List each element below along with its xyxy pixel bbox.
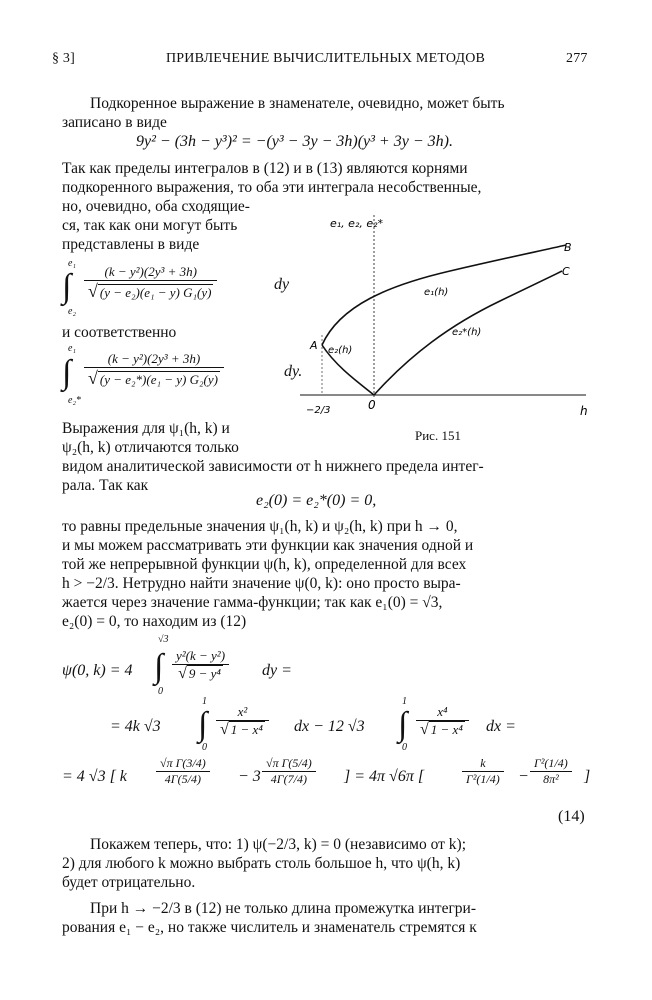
text-line: будет отрицательно.	[62, 874, 196, 891]
denominator: 8π²	[543, 772, 559, 786]
text-line: ψ₂(h, k) отличаются только	[62, 439, 239, 456]
psi-line-1	[62, 634, 562, 702]
denominator: 4Γ(7/4)	[270, 772, 307, 786]
point-c-label: C	[562, 265, 570, 278]
upper-limit: e₁	[68, 343, 76, 354]
text-line: рования e₁ − e₂, но также числитель и знаменатель стремятся к	[62, 919, 477, 936]
numerator: Γ²(1/4)	[530, 756, 572, 772]
differential: dy.	[284, 363, 303, 380]
lower-limit: e₂*	[68, 395, 81, 406]
text-line: видом аналитической зависимости от h нижнего предела интег-	[62, 458, 484, 475]
lhs: ψ(0, k) = 4	[62, 662, 133, 679]
e1-label: e₁(h)	[424, 287, 449, 298]
numerator: (k − y²)(2y³ + 3h)	[84, 351, 224, 368]
numerator: √π Γ(3/4)	[156, 756, 210, 772]
fraction-1	[156, 756, 210, 787]
denominator: Γ²(1/4)	[466, 772, 500, 786]
text-line: h > −2/3. Нетрудно найти значение ψ(0, k): оно просто выра-	[62, 575, 461, 592]
denominator: 1 − x⁴	[230, 722, 263, 737]
h-label: h	[580, 404, 588, 418]
e2-star-label: e₂*(h)	[452, 327, 482, 338]
fraction-2	[262, 756, 316, 787]
integral-sign: ∫	[398, 706, 408, 743]
integral-sign: ∫	[198, 706, 208, 743]
denominator: (y − e₂)(e₁ − y) G₁(y)	[99, 285, 212, 300]
text-line: Подкоренное выражение в знаменателе, очевидно, может быть	[90, 95, 505, 112]
numerator: x⁴	[416, 704, 469, 721]
denominator: 4Γ(5/4)	[164, 772, 201, 786]
denominator: 9 − y⁴	[188, 666, 221, 681]
text-line: Покажем теперь, что: 1) ψ(−2/3, k) = 0 (независимо от k);	[90, 836, 467, 853]
text-line: и соответственно	[62, 324, 177, 341]
integral-sign: ∫	[62, 354, 72, 391]
text-line: При h → −2/3 в (12) не только длина промежутка интегри-	[90, 900, 477, 917]
text-line: подкоренного выражения, то оба эти интеграла несобственные,	[62, 179, 482, 196]
text-line: рала. Так как	[62, 477, 149, 494]
text-line: и мы можем рассматривать эти функции как значения одной и	[62, 537, 474, 554]
numerator: (k − y²)(2y³ + 3h)	[84, 264, 217, 281]
integrand-fraction: $\frac{\text{(k − y²)(2y³ + 3h)}}{\text{√ (y − e₂)(e₁ − y) G₁(y)}}$	[84, 264, 217, 302]
denominator: (y − e₂*)(e₁ − y) G₂(y)	[99, 372, 218, 387]
minus: −	[518, 768, 529, 785]
equation-1: 9y² − (3h − y³)² = −(y³ − 3y − 3h)(y³ + 3y − 3h).	[136, 133, 453, 150]
neg-label: −2/3	[306, 405, 331, 416]
upper-limit: 1	[202, 696, 207, 707]
text-line: но, очевидно, оба сходящие-	[62, 198, 250, 215]
e2-label: e₂(h)	[328, 345, 353, 356]
fraction-3	[462, 756, 504, 787]
integral-sign: ∫	[154, 648, 164, 685]
upper-limit: 1	[402, 696, 407, 707]
fraction-1: $\frac{\text{x²}}{\text{√ 1 − x⁴}}$	[216, 704, 269, 739]
psi-line-3	[62, 754, 592, 804]
text-line: 2) для любого k можно выбрать столь большое h, что ψ(h, k)	[62, 855, 461, 872]
text-line: e₂(0) = 0, то находим из (12)	[62, 613, 247, 630]
equation-e2: e₂(0) = e₂*(0) = 0,	[256, 492, 377, 509]
integrand-fraction: $\frac{\text{y²(k − y²)}}{\text{√ 9 − y⁴}}$	[172, 648, 229, 683]
origin-label: 0	[368, 398, 376, 412]
page-number: 277	[566, 51, 588, 66]
tail: dx =	[486, 718, 516, 735]
equation-number: (14)	[558, 808, 585, 825]
text-line: Выражения для ψ₁(h, k) и	[62, 420, 230, 437]
coeff: = 4k √3	[110, 718, 161, 735]
numerator: √π Γ(5/4)	[262, 756, 316, 772]
text-line: представлены в виде	[62, 236, 200, 253]
part-c: ] = 4π √6π [	[344, 768, 425, 785]
integral-sign: ∫	[62, 268, 72, 305]
figure-151	[300, 205, 600, 435]
lower-limit: 0	[402, 742, 407, 753]
section-mark: § 3]	[52, 51, 75, 66]
tail: dy =	[262, 662, 292, 679]
mid: dx − 12 √3	[294, 718, 365, 735]
lower-limit: 0	[202, 742, 207, 753]
numerator: y²(k − y²)	[172, 648, 229, 665]
point-b-label: B	[564, 241, 572, 254]
denominator: 1 − x⁴	[430, 722, 463, 737]
running-title: ПРИВЛЕЧЕНИЕ ВЫЧИСЛИТЕЛЬНЫХ МЕТОДОВ	[166, 51, 486, 66]
point-a-label: A	[310, 339, 318, 352]
text-line: жается через значение гамма-функции; так как e₁(0) = √3,	[62, 594, 443, 611]
numerator: k	[462, 756, 504, 772]
axis-label: e₁, e₂, e₂*	[330, 217, 384, 230]
psi-line-2	[110, 696, 610, 756]
integrand-fraction: $\frac{\text{(k − y²)(2y³ + 3h)}}{\text{√ (y − e₂*)(e₁ − y) G₂(y)}}$	[84, 351, 224, 389]
part-a: = 4 √3 [ k	[62, 768, 127, 785]
text-line: ся, так как они могут быть	[62, 217, 238, 234]
part-b: − 3	[238, 768, 261, 785]
text-line: той же непрерывной функции ψ(h, k), определенной для всех	[62, 556, 467, 573]
integral-1	[62, 258, 302, 320]
bracket: ]	[584, 768, 591, 785]
fraction-4	[530, 756, 572, 787]
upper-limit: e₁	[68, 258, 76, 269]
text-line: то равны предельные значения ψ₁(h, k) и ψ₂(h, k) при h → 0,	[62, 518, 458, 535]
text-line: записано в виде	[62, 114, 167, 131]
lower-limit: e₂	[68, 306, 76, 317]
numerator: x²	[216, 704, 269, 721]
upper-limit: √3	[158, 634, 169, 645]
differential: dy	[274, 276, 290, 293]
lower-limit: 0	[158, 686, 163, 697]
figure-caption: Рис. 151	[415, 428, 461, 443]
fraction-2: $\frac{\text{x⁴}}{\text{√ 1 − x⁴}}$	[416, 704, 469, 739]
text-line: Так как пределы интегралов в (12) и в (13) являются корнями	[62, 160, 468, 177]
integral-2	[62, 343, 312, 413]
